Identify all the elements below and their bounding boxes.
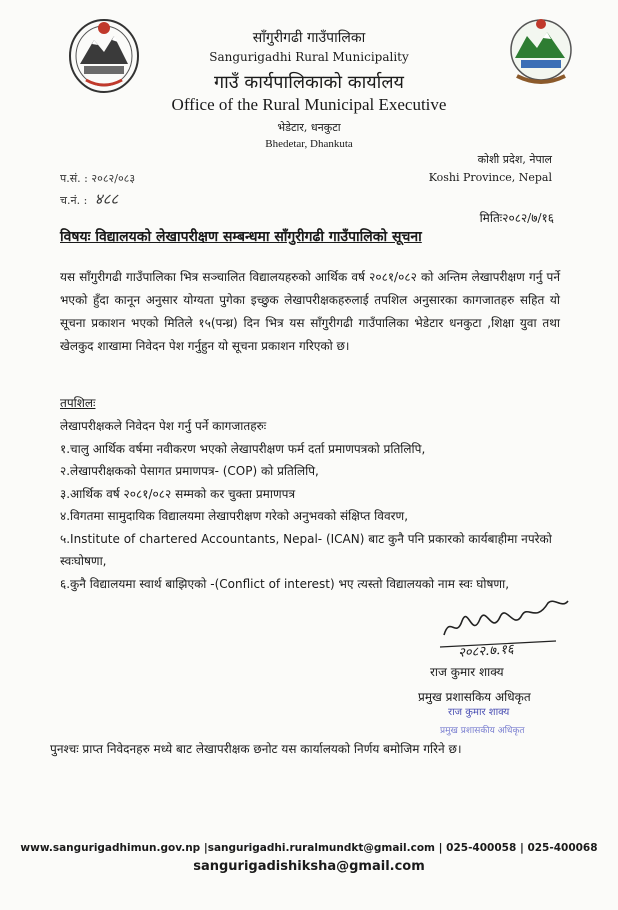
footer-email[interactable]: sangurigadhi.ruralmundkt@gmail.com bbox=[207, 842, 435, 854]
list-item: २.लेखापरीक्षकको पेसागत प्रमाणपत्र- (COP) को प्रतिलिपि, bbox=[60, 464, 319, 478]
signature-date: २०८२.७.१६ bbox=[457, 642, 515, 661]
province-en: Koshi Province, Nepal bbox=[428, 171, 552, 184]
documents-list bbox=[60, 415, 565, 595]
office-name-np: गाउँ कार्यपालिकाको कार्यालय bbox=[214, 72, 404, 93]
footer-contacts: www.sangurigadhimun.gov.np |sangurigadhi.ruralmundkt@gmail.com | 025-400058 | 025-400068 bbox=[20, 842, 598, 854]
signatory-name: राज कुमार शाक्य bbox=[430, 665, 504, 679]
signatory-title: प्रमुख प्रशासकिय अधिकृत bbox=[418, 690, 531, 704]
footer-education-email[interactable]: sangurigadishiksha@gmail.com bbox=[193, 859, 425, 874]
list-item: १.चालु आर्थिक वर्षमा नवीकरण भएको लेखापरीक्षण फर्म दर्ता प्रमाणपत्रको प्रतिलिपि, bbox=[60, 441, 426, 456]
list-item: ५.Institute of chartered Accountants, Nepal- (ICAN) बाट कुनै पनि प्रकारको कार्यबाहीमा नपरेको स्वःघोषणा, bbox=[60, 531, 552, 568]
footer-website[interactable]: www.sangurigadhimun.gov.np bbox=[20, 842, 201, 854]
location-np: भेडेटार, धनकुटा bbox=[277, 121, 341, 134]
documents-intro: लेखापरीक्षकले निवेदन पेश गर्नु पर्ने कागजातहरुः bbox=[60, 419, 267, 433]
list-item: ३.आर्थिक वर्ष २०८१/०८२ सम्मको कर चुक्ता प्रमाणपत्र bbox=[60, 486, 296, 501]
ref-ps: प.सं. : २०८२/०८३ bbox=[60, 172, 136, 185]
office-name-en: Office of the Rural Municipal Executive bbox=[171, 95, 447, 114]
municipality-name-en: Sangurigadhi Rural Municipality bbox=[209, 50, 409, 64]
location-en: Bhedetar, Dhankuta bbox=[265, 138, 353, 150]
notice-date: मितिः२०८२/७/१६ bbox=[479, 211, 554, 225]
notice-subject: विषयः विद्यालयको लेखापरीक्षण सम्बन्धमा साँगुरीगढी गाउँपालिको सूचना bbox=[60, 229, 422, 245]
list-item: ६.कुनै विद्यालयमा स्वार्थ बाझिएको -(Conflict of interest) भए त्यस्तो विद्यालयको नाम स्वः घोषणा, bbox=[60, 576, 510, 591]
province-np: कोशी प्रदेश, नेपाल bbox=[477, 153, 552, 166]
municipality-name-np: साँगुरीगढी गाउँपालिका bbox=[252, 30, 366, 46]
ref-cn bbox=[60, 189, 118, 209]
footer-phone-2: 025-400068 bbox=[527, 842, 598, 854]
notice-body: यस साँगुरीगढी गाउँपालिका भित्र सञ्चालित विद्यालयहरुको आर्थिक वर्ष २०८१/०८२ को अन्तिम लेखापरीक्षण गर्नु पर्ने भएको हुँदा कानून अनुसार योग्यता पुगेका इच्छुक लेखापरीक्षकहरुलाई तपशिल अनुसारका कागजातहरु सहित यो सूचना प्रकाशन भएको मितिले १५(पन्ध्र) दिन भित्र यस साँगुरीगढी गाउँपालिका भेडेटार धनकुटा ,शिक्षा युवा तथा खेलकुद शाखामा निवेदन पेश गर्नुहुन यो सूचना प्रकाशन गरिएको छ। bbox=[60, 270, 560, 353]
footer-phone-1: 025-400058 bbox=[446, 842, 517, 854]
list-item: ४.विगतमा सामुदायिक विद्यालयमा लेखापरीक्षण गरेको अनुभवको संक्षिप्त विवरण, bbox=[60, 509, 409, 523]
ref-cn-value: ४८८ bbox=[94, 190, 119, 208]
ref-cn-label: च.नं. : bbox=[60, 194, 88, 207]
details-heading: तपशिलः bbox=[60, 396, 96, 410]
postscript-note: पुनश्चः प्राप्त निवेदनहरु मध्ये बाट लेखापरीक्षक छनोट यस कार्यालयको निर्णय बमोजिम गरिने छ। bbox=[50, 742, 462, 756]
stamp-title: प्रमुख प्रशासकीय अधिकृत bbox=[440, 726, 525, 736]
stamp-name: राज कुमार शाक्य bbox=[448, 707, 510, 718]
